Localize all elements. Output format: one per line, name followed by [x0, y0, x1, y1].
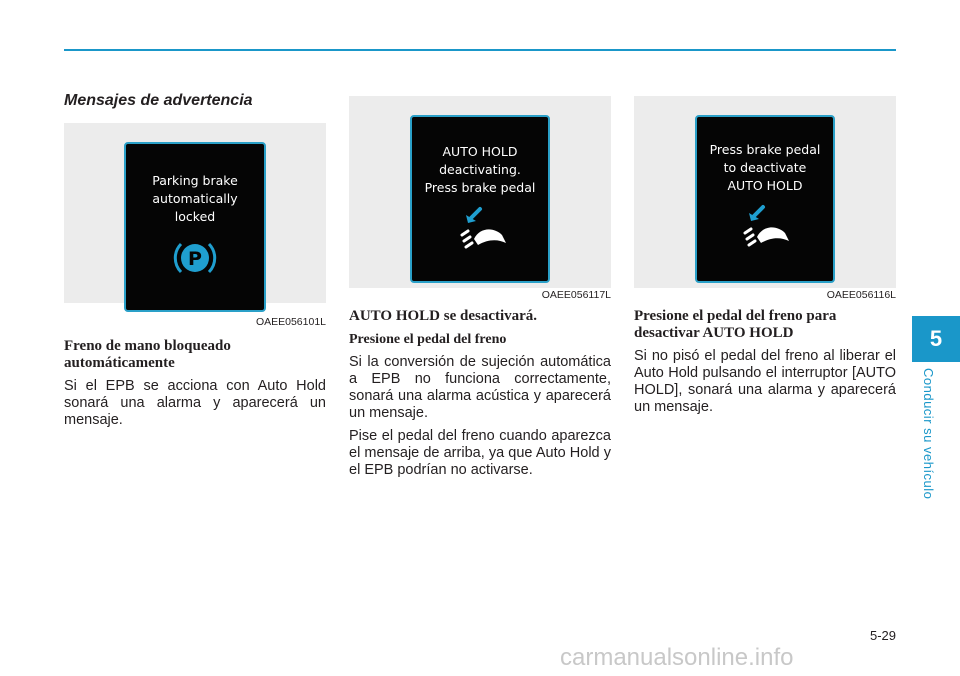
figure-press-brake-pedal: [634, 96, 896, 288]
screen-line-2: deactivating.: [439, 162, 521, 177]
parking-brake-icon: [173, 236, 217, 280]
col1-heading-line-2: automáticamente: [64, 355, 175, 371]
screen-line-3: locked: [174, 209, 216, 224]
col2-paragraph-2: Pise el pedal del freno cuando aparezca el mensaje de arriba, ya que Auto Hold y el EPB podrían no activarse.: [349, 428, 611, 478]
figure-code-2: OAEE056117L: [541, 289, 611, 301]
figure-code-1: OAEE056101L: [255, 316, 326, 328]
chapter-title: Conducir su vehículo: [921, 368, 936, 500]
screen-line-2: to deactivate: [723, 160, 807, 175]
cluster-screen: [124, 142, 266, 312]
figure-code-3: OAEE056116L: [826, 289, 896, 301]
top-rule: [64, 49, 896, 51]
figure-parking-brake: [64, 123, 326, 303]
screen-line-1: Parking brake: [152, 173, 238, 188]
col3-heading-line-2: desactivar AUTO HOLD: [634, 325, 794, 341]
svg-text:P: P: [188, 248, 202, 270]
section-heading: Mensajes de advertencia: [64, 92, 253, 109]
screen-line-1: AUTO HOLD: [442, 144, 518, 159]
col3-paragraph: Si no pisó el pedal del freno al liberar el Auto Hold pulsando el interruptor [AUTO HOLD], sonará una alarma y aparecerá un mensaje.: [634, 348, 896, 415]
brake-pedal-icon: [454, 205, 514, 255]
cluster-screen: [410, 115, 550, 283]
screen-line-1: Press brake pedal: [709, 142, 821, 157]
screen-line-3: Press brake pedal: [424, 180, 536, 195]
col3-heading-line-1: Presione el pedal del freno para: [634, 308, 837, 324]
cluster-screen: [695, 115, 835, 283]
col3-heading: [634, 308, 896, 342]
col1-heading: [64, 338, 326, 372]
col2-paragraph-1: Si la conversión de sujeción automática a EPB no funciona correctamente, sonará una alarma acústica y aparecerá un mensaje.: [349, 354, 611, 421]
brake-pedal-icon: [737, 203, 797, 253]
column-1: [64, 338, 326, 435]
screen-line-3: AUTO HOLD: [727, 178, 803, 193]
chapter-number-tab: 5: [912, 316, 960, 362]
col2-subheading: Presione el pedal del freno: [349, 332, 507, 347]
col1-heading-line-1: Freno de mano bloqueado: [64, 338, 231, 354]
col1-paragraph: Si el EPB se acciona con Auto Hold sonará una alarma y aparecerá un mensaje.: [64, 378, 326, 428]
col2-heading: AUTO HOLD se desactivará.: [349, 308, 538, 324]
screen-line-2: automatically: [152, 191, 238, 206]
page-number: 5-29: [869, 628, 896, 643]
column-3: [634, 308, 896, 422]
figure-auto-hold-deactivating: [349, 96, 611, 288]
column-2: [349, 308, 611, 485]
watermark: carmanualsonline.info: [560, 644, 794, 671]
